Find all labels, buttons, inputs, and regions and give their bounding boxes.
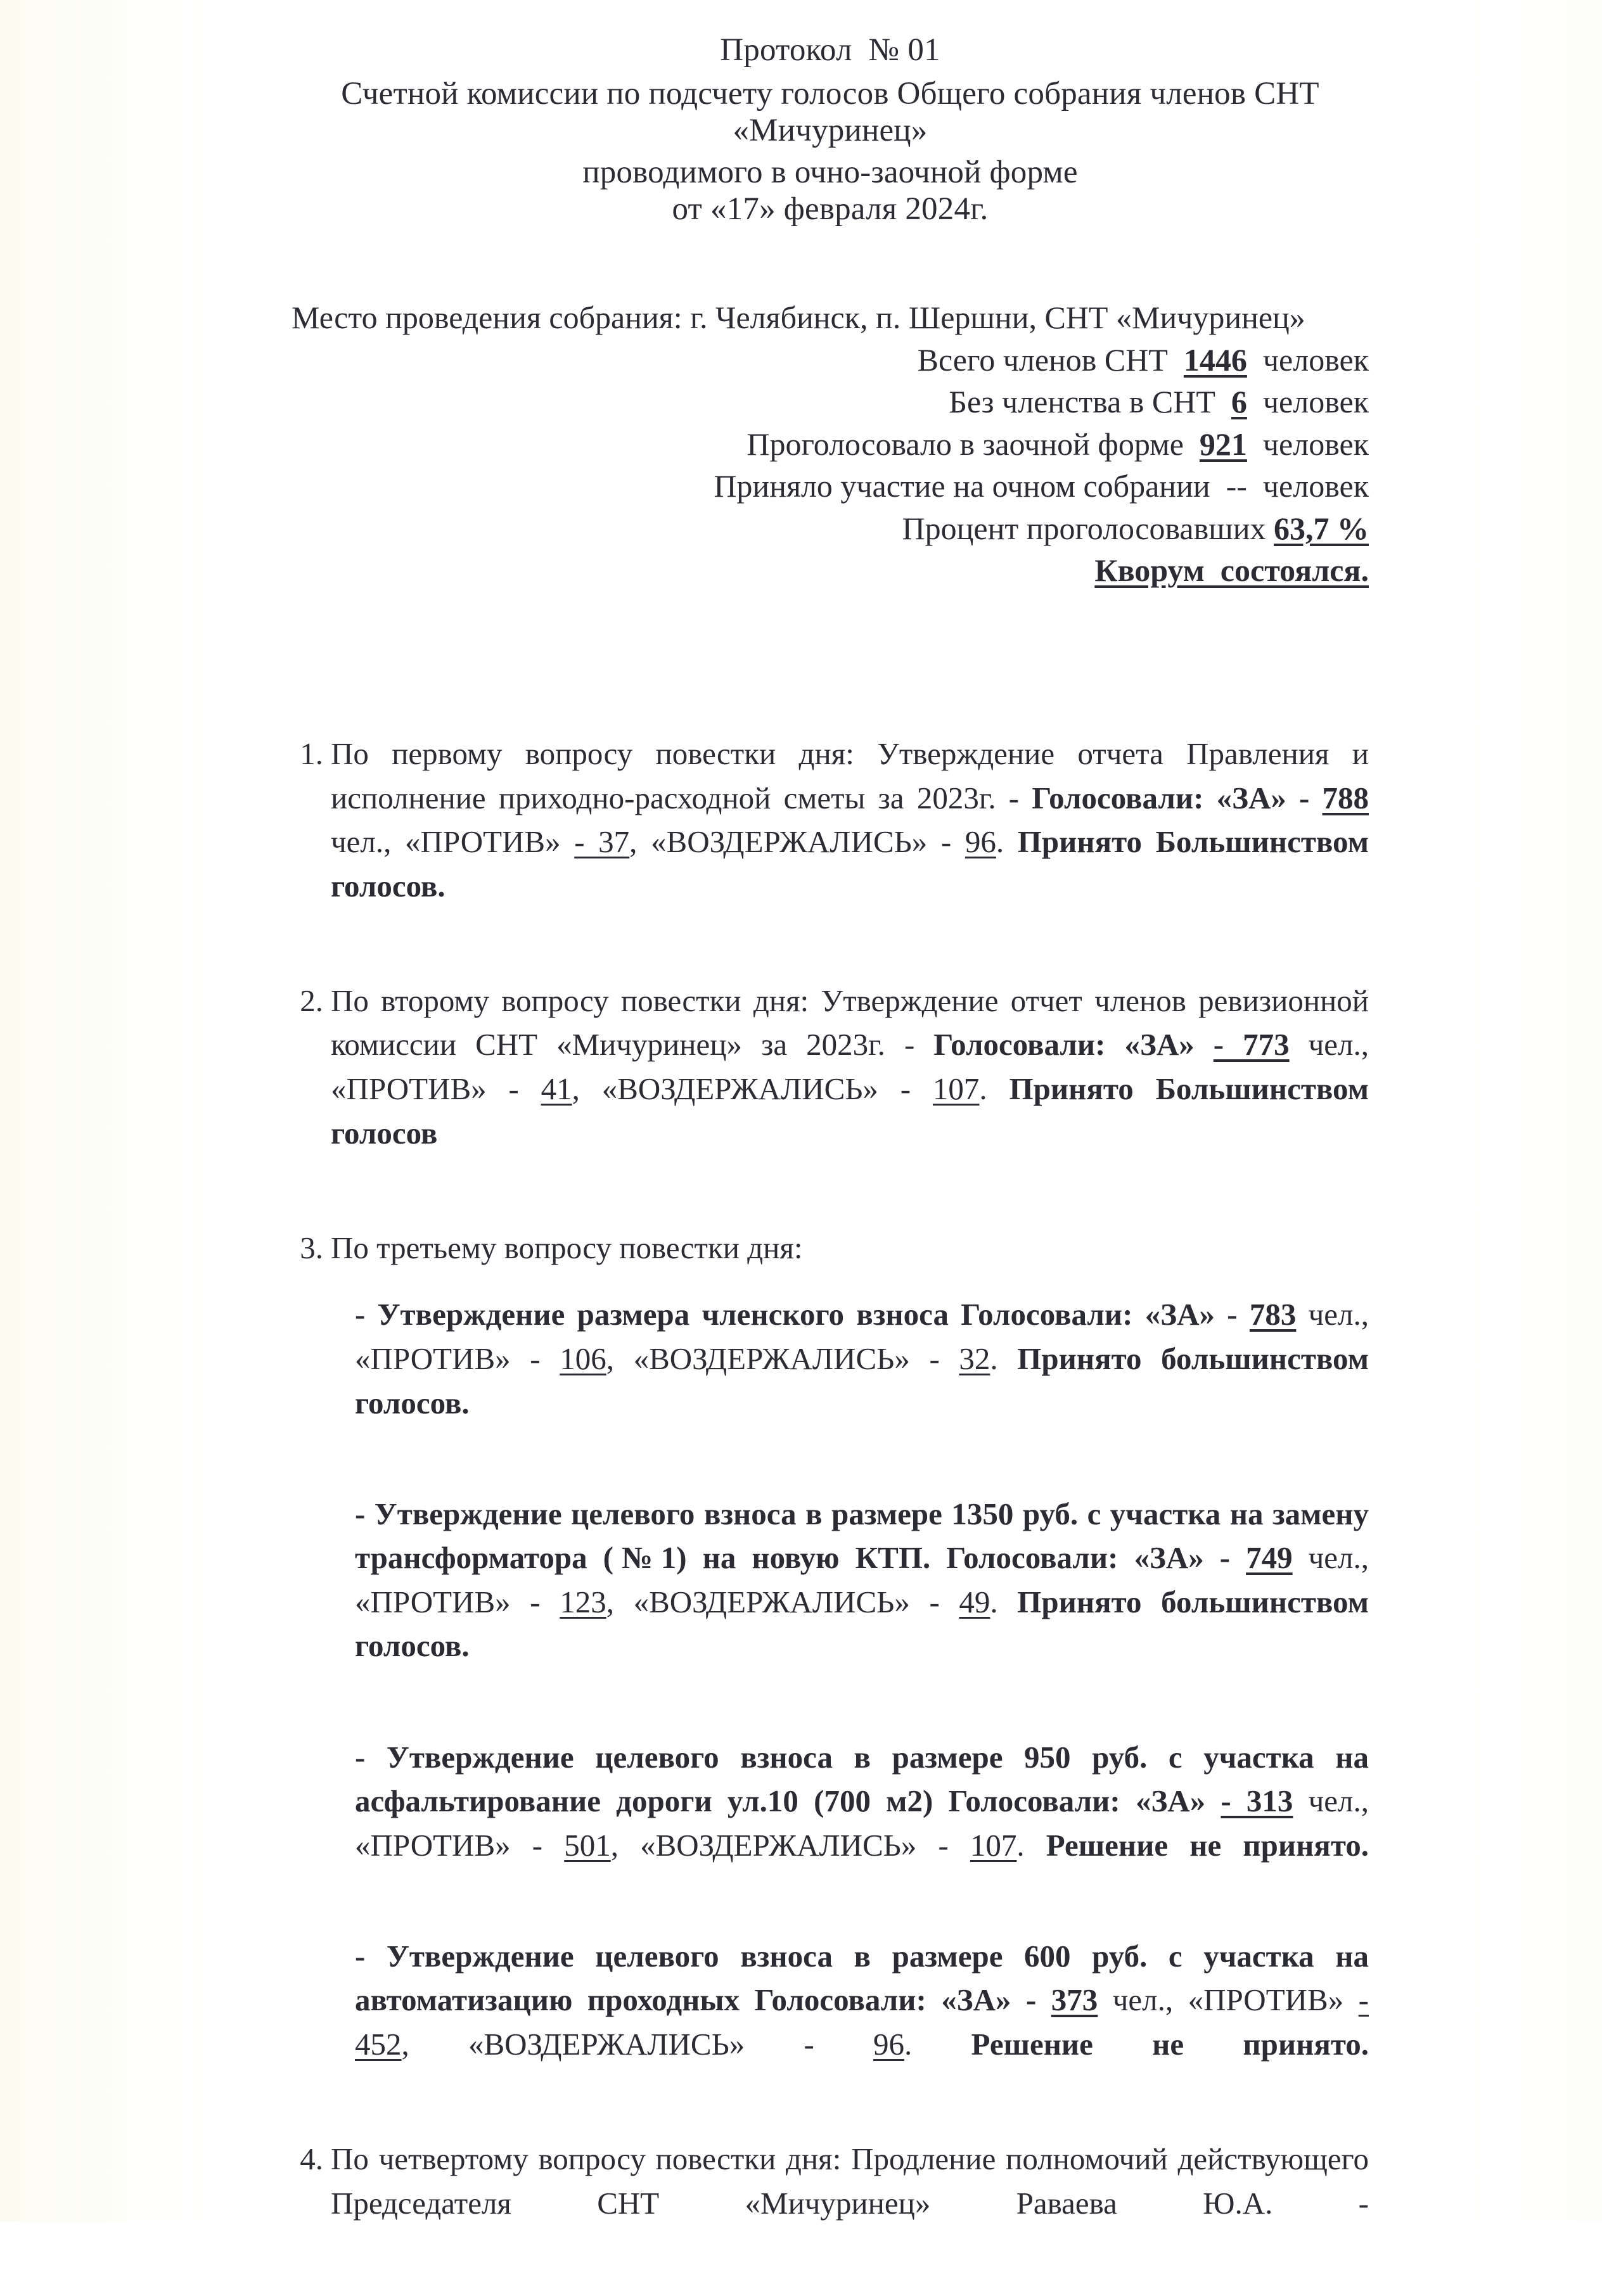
- sub-2-votes-against: 123: [560, 1584, 606, 1619]
- agenda-item-3-sub-2: [331, 1492, 1369, 1712]
- agenda-item-2-votes-for: - 773: [1213, 1027, 1290, 1062]
- sub-4-decision: Решение не принято.: [971, 2027, 1369, 2062]
- sub-2-head: - Утверждение целевого взноса в размере 1350 руб. с участка на замену трансформатора (№1) на новую КТП. Голосовали: «ЗА» -: [355, 1496, 1369, 1576]
- agenda-item-2-abstain-tail: .: [979, 1071, 1009, 1107]
- sub-4-head: - Утверждение целевого взноса в размере 600 руб. с участка на автоматизацию проходных Голосовали: «ЗА» -: [355, 1938, 1369, 2018]
- in-person-votes-unit: человек: [1262, 468, 1369, 504]
- sub-1-decision: Принято большинством голосов.: [355, 1341, 1369, 1420]
- percent-voted-label: Процент проголосовавших: [902, 510, 1266, 546]
- in-person-votes-line: [292, 465, 1369, 507]
- agenda-item-3-sub-3: [331, 1735, 1369, 1911]
- sub-1-tail: .: [990, 1341, 1018, 1376]
- sub-3-mid2: , «ВОЗДЕРЖАЛИСЬ» -: [610, 1827, 970, 1863]
- agenda-item-4-text: По четвертому вопросу повестки дня: Продление полномочий действующего Председателя СНТ «Мичуринец» Раваева Ю.А. -: [331, 2141, 1369, 2221]
- meeting-stats-block: [292, 297, 1369, 592]
- meeting-form-line: проводимого в очно-заочной форме: [582, 155, 1078, 191]
- percent-voted-value: 63,7 %: [1274, 510, 1369, 546]
- agenda-item-1-votes-for: 788: [1322, 780, 1369, 815]
- agenda-item-1-voted-label: Голосовали: «ЗА» -: [1032, 780, 1323, 815]
- agenda-item-2-votes-abstain: 107: [932, 1071, 980, 1107]
- non-members-line: [292, 381, 1369, 423]
- sub-2-votes-abstain: 49: [959, 1584, 990, 1619]
- snt-name-line: «Мичуринец»: [733, 113, 928, 149]
- agenda-item-3-sub-2-text: [355, 1492, 1369, 1712]
- sub-3-head: - Утверждение целевого взноса в размере 950 руб. с участка на асфальтирование дороги ул.10 (700 м2) Голосовали: «ЗА»: [355, 1739, 1369, 1819]
- agenda-item-1-votes-against: - 37: [574, 824, 630, 860]
- agenda-item-2-voted-label: Голосовали: «ЗА»: [933, 1027, 1214, 1062]
- agenda-item-2: [292, 979, 1369, 1199]
- sub-2-votes-for: 749: [1246, 1540, 1293, 1576]
- quorum-status: Кворум состоялся.: [1094, 552, 1369, 588]
- total-members-line: [292, 339, 1369, 381]
- sub-3-votes-abstain: 107: [970, 1827, 1017, 1863]
- agenda-item-3-number: 3.: [300, 1230, 323, 1265]
- document-title-block: [292, 33, 1369, 226]
- agenda-item-1-decision: Принято Большинством голосов.: [331, 824, 1369, 903]
- total-members-unit: человек: [1262, 341, 1369, 378]
- agenda-item-2-for-unit: чел., «ПРОТИВ» -: [331, 1027, 1369, 1107]
- agenda-item-1-votes-abstain: 96: [964, 824, 996, 860]
- sub-1-head: - Утверждение размера членского взноса Голосовали: «ЗА» -: [355, 1297, 1250, 1332]
- agenda-item-1-intro: По первому вопросу повестки дня: Утверждение отчета Правления и исполнение приходно-расходной сметы за 2023г. -: [331, 736, 1369, 815]
- sub-1-mid2: , «ВОЗДЕРЖАЛИСЬ» -: [606, 1341, 959, 1376]
- sub-4-votes-for: 373: [1051, 1982, 1098, 2018]
- sub-3-mid: чел., «ПРОТИВ» -: [355, 1783, 1369, 1863]
- agenda-item-2-number: 2.: [300, 983, 323, 1018]
- agenda-item-3-sub-1-text: [355, 1292, 1369, 1469]
- sub-1-votes-abstain: 32: [959, 1341, 990, 1376]
- agenda-item-3: [292, 1226, 1369, 2110]
- sub-3-decision: Решение не принято.: [1046, 1827, 1369, 1863]
- sub-2-decision: Принято большинством голосов.: [355, 1584, 1369, 1664]
- agenda-item-2-against-tail: , «ВОЗДЕРЖАЛИСЬ» -: [572, 1071, 933, 1107]
- sub-4-votes-against: - 452: [355, 1982, 1369, 2062]
- sub-2-tail: .: [990, 1584, 1018, 1619]
- in-person-votes-value: --: [1226, 468, 1247, 504]
- quorum-line: [292, 549, 1369, 592]
- commission-line: Счетной комиссии по подсчету голосов Общего собрания членов СНТ: [341, 76, 1319, 112]
- agenda-item-1-against-tail: , «ВОЗДЕРЖАЛИСЬ» -: [629, 824, 965, 860]
- sub-3-votes-against: 501: [564, 1827, 611, 1863]
- agenda-item-1-for-unit: чел., «ПРОТИВ»: [331, 824, 575, 860]
- sub-4-tail: .: [904, 2027, 971, 2062]
- absentee-votes-line: [292, 423, 1369, 466]
- agenda-item-2-votes-against: 41: [541, 1071, 572, 1107]
- agenda-item-3-sub-4: [331, 1934, 1369, 2110]
- percent-voted-line: [292, 507, 1369, 550]
- protocol-number-line: Протокол № 01: [720, 32, 940, 68]
- sub-2-mid: чел., «ПРОТИВ» -: [355, 1540, 1369, 1619]
- meeting-date-line: от «17» февраля 2024г.: [672, 191, 989, 227]
- in-person-votes-label: Приняло участие на очном собрании: [714, 468, 1210, 504]
- agenda-item-2-text: [331, 979, 1369, 1199]
- agenda-item-1: [292, 732, 1369, 952]
- sub-4-mid: чел., «ПРОТИВ»: [1098, 1982, 1359, 2018]
- agenda-item-3-sub-1: [331, 1292, 1369, 1469]
- meeting-place-line: Место проведения собрания: г. Челябинск, п. Шершни, СНТ «Мичуринец»: [292, 300, 1305, 335]
- absentee-votes-value: 921: [1199, 426, 1247, 462]
- total-members-label: Всего членов СНТ: [917, 341, 1168, 378]
- sub-2-mid2: , «ВОЗДЕРЖАЛИСЬ» -: [606, 1584, 959, 1619]
- sub-1-votes-against: 106: [560, 1341, 606, 1376]
- absentee-votes-unit: человек: [1262, 426, 1369, 462]
- agenda-item-2-intro: По второму вопросу повестки дня: Утверждение отчет членов ревизионной комиссии СНТ «Мичуринец» за 2023г. -: [331, 983, 1369, 1062]
- agenda-item-1-abstain-tail: .: [996, 824, 1018, 860]
- absentee-votes-label: Проголосовало в заочной форме: [747, 426, 1184, 462]
- sub-4-mid2: , «ВОЗДЕРЖАЛИСЬ» -: [401, 2027, 874, 2062]
- sub-4-votes-abstain: 96: [873, 2027, 905, 2062]
- agenda-item-3-sub-4-text: [355, 1934, 1369, 2110]
- agenda-item-3-intro: По третьему вопросу повестки дня:: [331, 1230, 803, 1265]
- sub-1-votes-for: 783: [1249, 1297, 1297, 1332]
- sub-3-tail: .: [1016, 1827, 1046, 1863]
- total-members-value: 1446: [1183, 341, 1247, 378]
- agenda-items-list: [292, 732, 1369, 2296]
- sub-3-votes-for: - 313: [1221, 1783, 1293, 1819]
- agenda-item-1-text: [331, 732, 1369, 952]
- non-members-unit: человек: [1262, 384, 1369, 419]
- non-members-value: 6: [1231, 384, 1247, 419]
- agenda-item-1-number: 1.: [300, 736, 323, 771]
- agenda-item-2-decision: Принято Большинством голосов: [331, 1071, 1369, 1151]
- agenda-item-4: [292, 2137, 1369, 2269]
- agenda-item-3-sub-3-text: [355, 1735, 1369, 1911]
- non-members-label: Без членства в СНТ: [949, 384, 1215, 419]
- sub-1-mid: чел., «ПРОТИВ» -: [355, 1297, 1369, 1376]
- agenda-item-4-number: 4.: [300, 2141, 323, 2177]
